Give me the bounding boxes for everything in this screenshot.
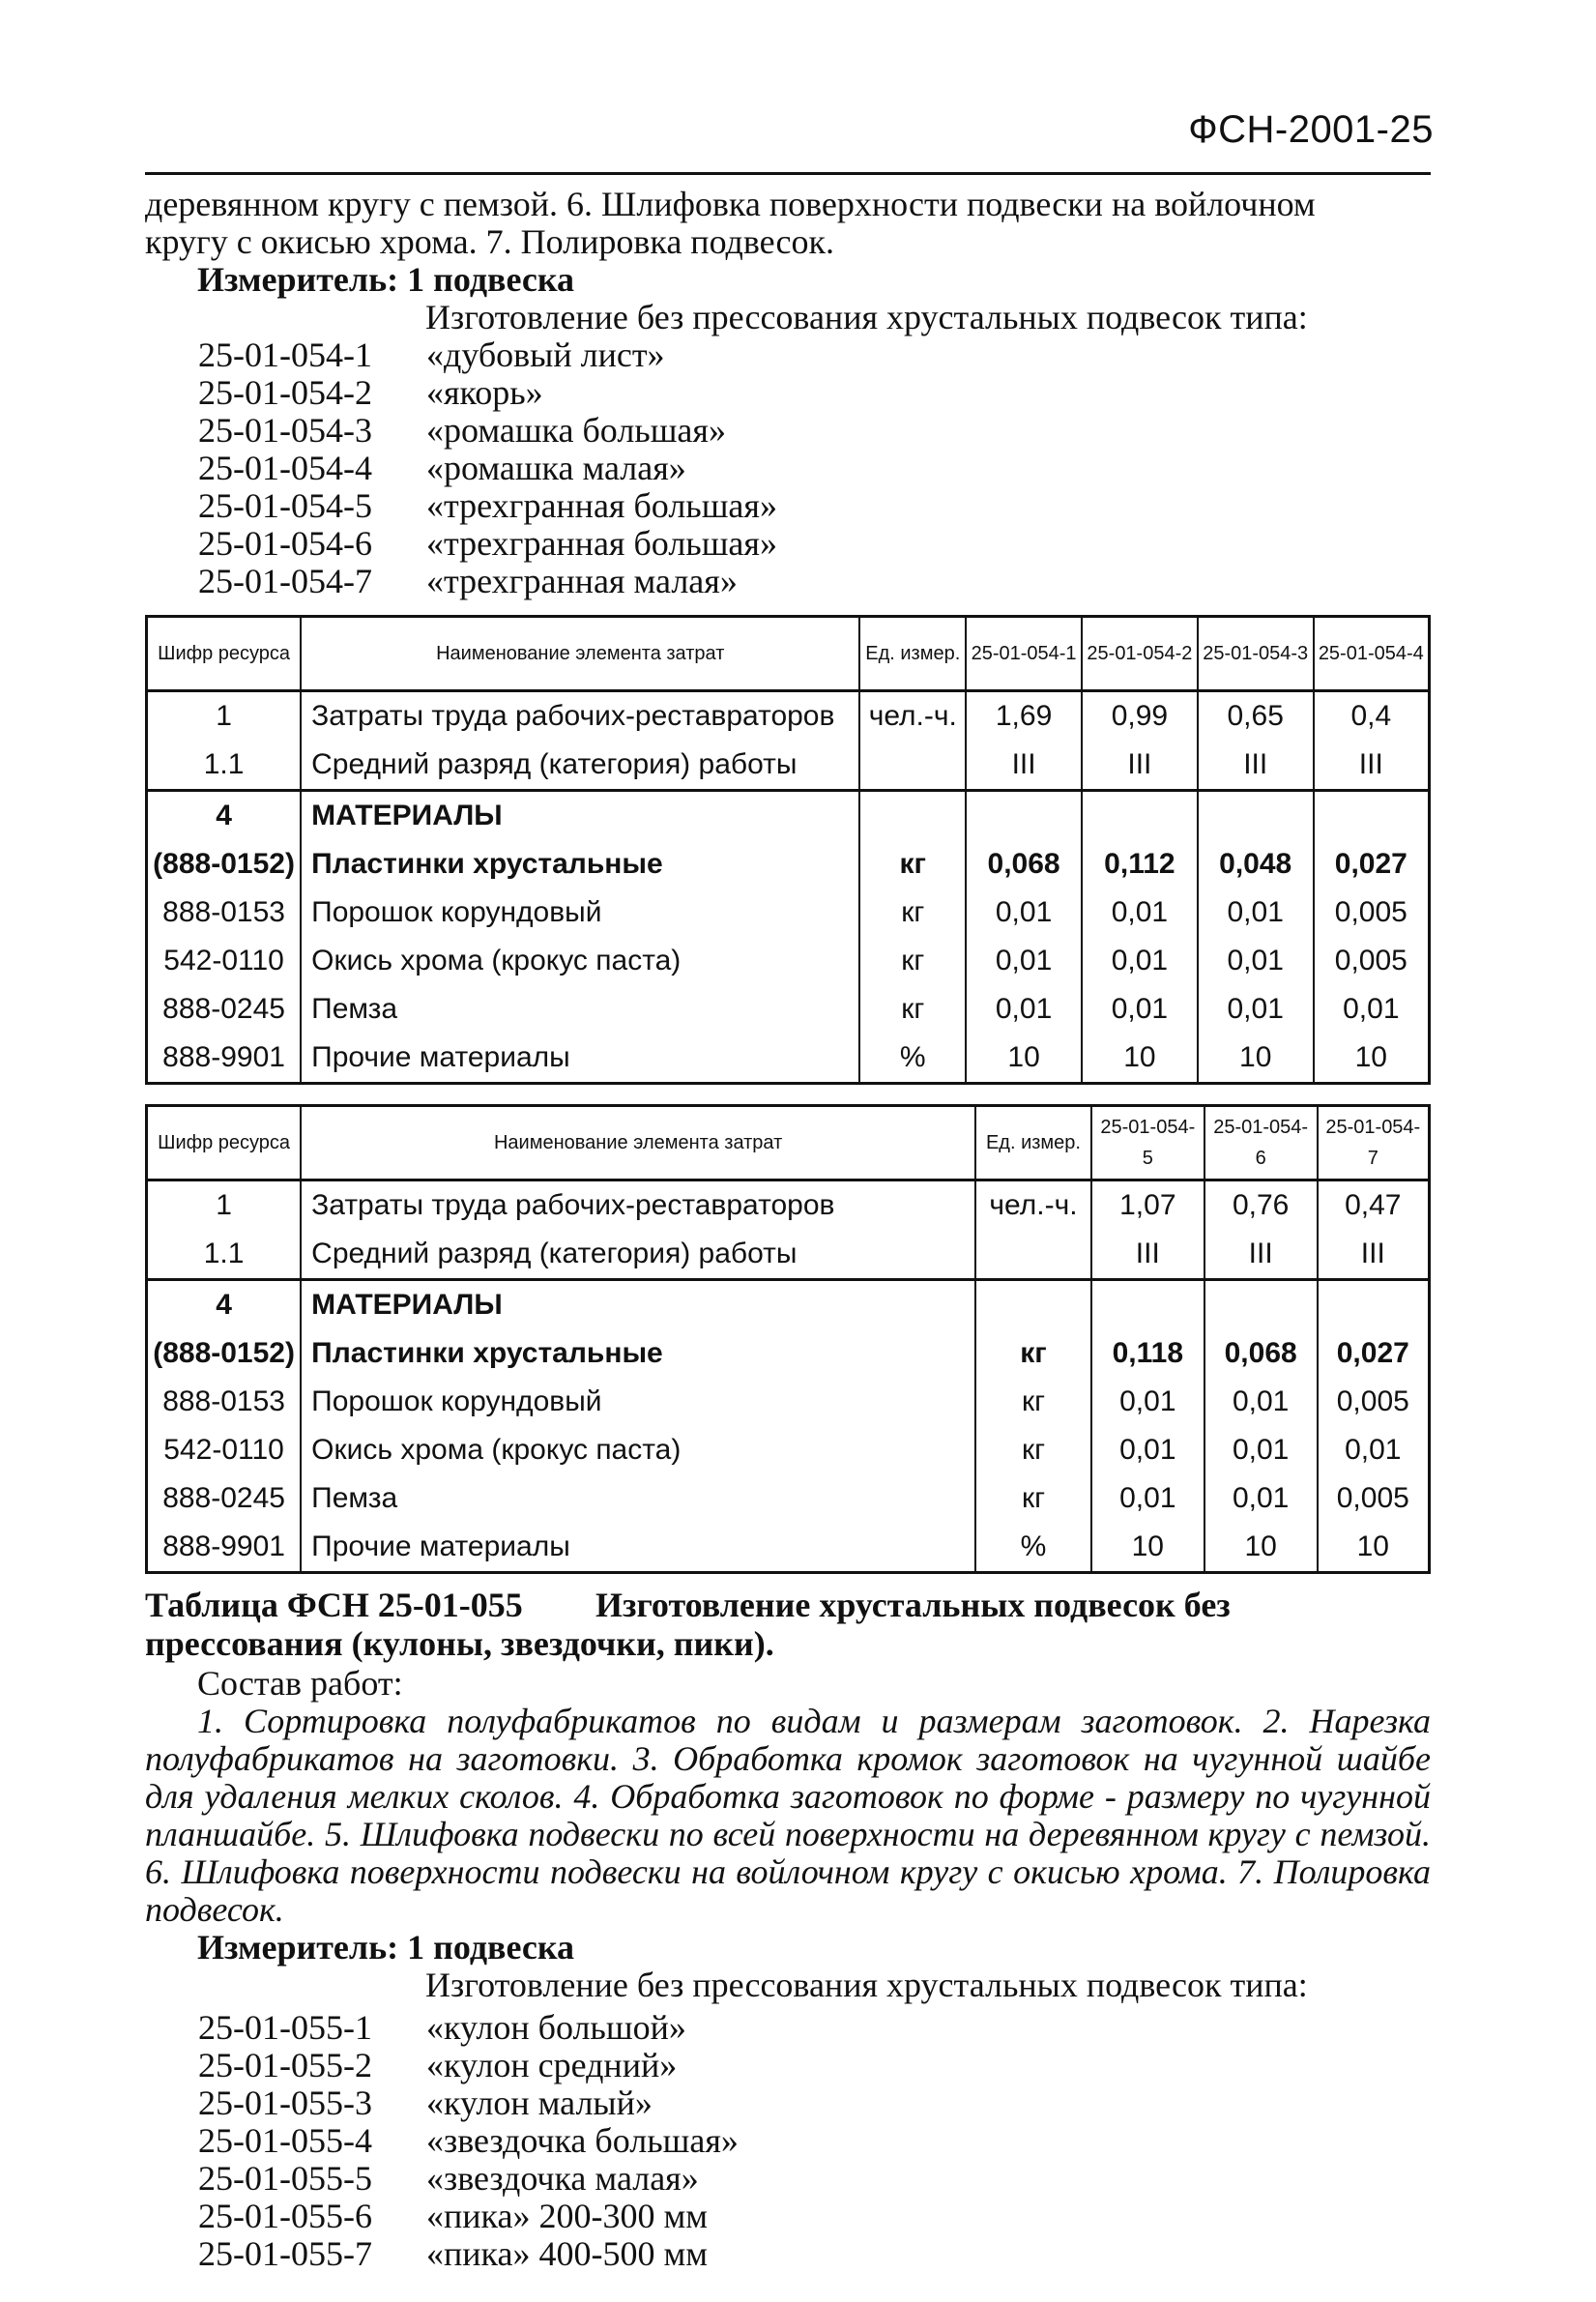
value-cell: 0,4 [1314,691,1430,742]
intro-types-heading: Изготовление без прессования хрустальных подвесок типа: [425,298,1308,336]
code-list-item [198,374,777,412]
value-cell: III [1082,741,1198,791]
value-cell: 0,027 [1318,1329,1430,1378]
section55-types-heading: Изготовление без прессования хрустальных подвесок типа: [425,1966,1308,2004]
code-list-item [198,2009,739,2047]
value-cell: 0,048 [1198,840,1314,889]
value-cell: 1,07 [1091,1180,1204,1231]
intro-code-list [198,336,777,600]
code-list-item [198,450,777,487]
resource-code-cell: 1.1 [147,1230,302,1280]
resource-code-cell: 888-0245 [147,1474,302,1523]
value-cell: 0,005 [1318,1474,1430,1523]
item-name: «дубовый лист» [426,335,665,374]
value-cell [1318,1280,1430,1330]
resource-code-cell: 888-9901 [147,1034,302,1084]
value-cell: 0,01 [1091,1378,1204,1426]
value-cell: 0,01 [966,889,1082,937]
value-cell: 0,76 [1204,1180,1318,1231]
resource-code-cell: 4 [147,791,302,841]
item-code: 25-01-055-3 [198,2083,372,2122]
item-name: «кулон малый» [426,2083,653,2122]
code-list-item [198,2047,739,2084]
value-cell: 0,068 [1204,1329,1318,1378]
intro-text [145,186,1431,336]
code-list-item [198,336,777,374]
table-row [147,741,1430,791]
item-code: 25-01-054-1 [198,335,372,374]
value-cell: III [1314,741,1430,791]
table-row [147,1523,1430,1573]
cost-element-cell: Пемза [301,985,859,1034]
value-cell: 0,01 [1318,1426,1430,1474]
item-name: «якорь» [426,373,543,412]
unit-cell: % [859,1034,966,1084]
item-name: «трехгранная большая» [426,486,777,525]
value-cell [966,791,1082,841]
resource-table-054-1-4 [145,615,1431,1085]
value-cell: 0,01 [1204,1426,1318,1474]
table-055-number: Таблица ФСН 25-01-055 [145,1586,523,1624]
value-cell: 0,112 [1082,840,1198,889]
column-header: Шифр ресурса [147,1106,302,1180]
resource-code-cell: (888-0152) [147,1329,302,1378]
table-row [147,1034,1430,1084]
item-code: 25-01-054-4 [198,449,372,487]
works-text: 1. Сортировка полуфабрикатов по видам и размерам заготовок. 2. Нарезка полуфабрикатов на заготовки. 3. Обработка кромок заготовок на чугунной шайбе для удаления мелких сколов. 4. Обработка заготовок по форме - размеру по чугунной планшайбе. 5. Шлифовка подвески по всей поверхности на деревянном кругу с пемзой. 6. Шлифовка поверхности подвески на войлочном кругу с окисью хрома. 7. Полировка подвесок. [145,1702,1431,1929]
column-header: 25-01-054-5 [1091,1106,1204,1180]
code-list-item [198,2235,739,2273]
value-cell: 0,01 [1314,985,1430,1034]
value-cell [1082,791,1198,841]
intro-line-2: кругу с окисью хрома. 7. Полировка подвесок. [145,222,834,261]
item-name: «пика» 200-300 мм [426,2197,709,2235]
cost-element-cell: Пластинки хрустальные [301,1329,975,1378]
item-code: 25-01-055-5 [198,2159,372,2198]
value-cell: 0,01 [1082,889,1198,937]
column-header: 25-01-054-6 [1204,1106,1318,1180]
cost-element-cell: Прочие материалы [301,1523,975,1573]
item-name: «пика» 400-500 мм [426,2234,709,2273]
value-cell: 10 [966,1034,1082,1084]
value-cell [1091,1280,1204,1330]
resource-code-cell: 542-0110 [147,937,302,985]
value-cell: 0,01 [1198,889,1314,937]
value-cell: 10 [1318,1523,1430,1573]
unit-cell [975,1230,1091,1280]
column-header: 25-01-054-7 [1318,1106,1430,1180]
unit-cell: кг [975,1378,1091,1426]
code-list-item [198,2160,739,2198]
resource-code-cell: 1 [147,1180,302,1231]
table-row [147,791,1430,841]
value-cell: 0,65 [1198,691,1314,742]
value-cell: 0,005 [1314,937,1430,985]
resource-table-054-5-7 [145,1104,1431,1574]
column-header: Наименование элемента затрат [301,1106,975,1180]
section55-meter: Измеритель: 1 подвеска [197,1928,575,1967]
value-cell: 0,01 [1198,937,1314,985]
value-cell: 10 [1198,1034,1314,1084]
value-cell [1204,1280,1318,1330]
item-name: «кулон большой» [426,2008,686,2047]
column-header: 25-01-054-2 [1082,617,1198,691]
table-row [147,1280,1430,1330]
unit-cell [859,741,966,791]
code-list-item [198,2122,739,2160]
cost-element-cell: Порошок корундовый [301,1378,975,1426]
code-list-item [198,2084,739,2122]
item-code: 25-01-054-5 [198,486,372,525]
value-cell: 0,068 [966,840,1082,889]
code-list-item [198,525,777,563]
resource-code-cell: 1.1 [147,741,302,791]
resource-code-cell: 888-0153 [147,1378,302,1426]
cost-element-cell: Пемза [301,1474,975,1523]
value-cell: 0,01 [1082,937,1198,985]
value-cell [1314,791,1430,841]
item-code: 25-01-055-6 [198,2197,372,2235]
item-code: 25-01-055-2 [198,2046,372,2084]
item-code: 25-01-055-1 [198,2008,372,2047]
item-code: 25-01-054-7 [198,562,372,600]
item-name: «ромашка малая» [426,449,686,487]
table-row [147,1180,1430,1231]
table-row [147,1426,1430,1474]
value-cell: 0,99 [1082,691,1198,742]
code-list-item [198,412,777,450]
value-cell: III [966,741,1082,791]
table-055-title [145,1586,1431,1663]
works-block [145,1665,1431,2004]
value-cell: III [1091,1230,1204,1280]
unit-cell: кг [975,1426,1091,1474]
table-row [147,1329,1430,1378]
item-code: 25-01-054-3 [198,411,372,450]
resource-code-cell: 888-0153 [147,889,302,937]
intro-meter: Измеритель: 1 подвеска [197,260,575,299]
column-header: Шифр ресурса [147,617,302,691]
unit-cell [975,1280,1091,1330]
code-list-item [198,2198,739,2235]
item-code: 25-01-054-2 [198,373,372,412]
item-code: 25-01-055-4 [198,2121,372,2160]
table-row [147,889,1430,937]
running-head: ФСН-2001-25 [1188,108,1434,151]
column-header: Наименование элемента затрат [301,617,859,691]
value-cell: III [1204,1230,1318,1280]
resource-code-cell: 4 [147,1280,302,1330]
header-rule [145,172,1431,175]
value-cell: 0,027 [1314,840,1430,889]
value-cell: 10 [1314,1034,1430,1084]
cost-element-cell: Окись хрома (крокус паста) [301,1426,975,1474]
section55-code-list [198,2009,739,2273]
value-cell: III [1318,1230,1430,1280]
intro-line-1: деревянном кругу с пемзой. 6. Шлифовка поверхности подвески на войлочном [145,185,1316,223]
item-name: «звездочка малая» [426,2159,699,2198]
value-cell: 1,69 [966,691,1082,742]
item-name: «звездочка большая» [426,2121,739,2160]
unit-cell: кг [975,1329,1091,1378]
cost-element-cell: Окись хрома (крокус паста) [301,937,859,985]
cost-element-cell: Пластинки хрустальные [301,840,859,889]
cost-element-cell: Затраты труда рабочих-реставраторов [301,691,859,742]
cost-element-cell: Затраты труда рабочих-реставраторов [301,1180,975,1231]
item-code: 25-01-055-7 [198,2234,372,2273]
value-cell: 0,01 [966,985,1082,1034]
value-cell: 0,01 [1198,985,1314,1034]
value-cell: 10 [1082,1034,1198,1084]
cost-element-cell: Средний разряд (категория) работы [301,1230,975,1280]
value-cell: 0,01 [1204,1474,1318,1523]
value-cell: 10 [1204,1523,1318,1573]
value-cell: 0,005 [1314,889,1430,937]
column-header: 25-01-054-1 [966,617,1082,691]
value-cell: 10 [1091,1523,1204,1573]
cost-element-cell: Прочие материалы [301,1034,859,1084]
value-cell: 0,01 [1082,985,1198,1034]
value-cell [1198,791,1314,841]
item-name: «ромашка большая» [426,411,726,450]
table-055-caption: Изготовление хрустальных подвесок без прессования (кулоны, звездочки, пики). [145,1586,1231,1663]
code-list-item [198,563,777,600]
column-header: 25-01-054-4 [1314,617,1430,691]
resource-code-cell: 542-0110 [147,1426,302,1474]
column-header: Ед. измер. [859,617,966,691]
unit-cell: кг [859,985,966,1034]
cost-element-cell: Порошок корундовый [301,889,859,937]
resource-code-cell: (888-0152) [147,840,302,889]
cost-element-cell: МАТЕРИАЛЫ [301,791,859,841]
item-name: «кулон средний» [426,2046,678,2084]
code-list-item [198,487,777,525]
value-cell: 0,01 [966,937,1082,985]
resource-code-cell: 1 [147,691,302,742]
table-row [147,937,1430,985]
cost-element-cell: Средний разряд (категория) работы [301,741,859,791]
value-cell: 0,47 [1318,1180,1430,1231]
value-cell: 0,01 [1204,1378,1318,1426]
table-row [147,1474,1430,1523]
item-name: «трехгранная большая» [426,524,777,563]
unit-cell: кг [859,840,966,889]
unit-cell: чел.-ч. [859,691,966,742]
item-name: «трехгранная малая» [426,562,738,600]
value-cell: 0,005 [1318,1378,1430,1426]
cost-element-cell: МАТЕРИАЛЫ [301,1280,975,1330]
works-composition-label: Состав работ: [197,1664,403,1703]
value-cell: 0,01 [1091,1474,1204,1523]
table-row [147,1230,1430,1280]
unit-cell: % [975,1523,1091,1573]
unit-cell: кг [859,937,966,985]
table-row [147,985,1430,1034]
unit-cell [859,791,966,841]
unit-cell: кг [975,1474,1091,1523]
value-cell: 0,01 [1091,1426,1204,1474]
table-row [147,1378,1430,1426]
table-row [147,691,1430,742]
resource-code-cell: 888-9901 [147,1523,302,1573]
unit-cell: кг [859,889,966,937]
value-cell: 0,118 [1091,1329,1204,1378]
value-cell: III [1198,741,1314,791]
column-header: 25-01-054-3 [1198,617,1314,691]
table-row [147,840,1430,889]
column-header: Ед. измер. [975,1106,1091,1180]
item-code: 25-01-054-6 [198,524,372,563]
resource-code-cell: 888-0245 [147,985,302,1034]
unit-cell: чел.-ч. [975,1180,1091,1231]
